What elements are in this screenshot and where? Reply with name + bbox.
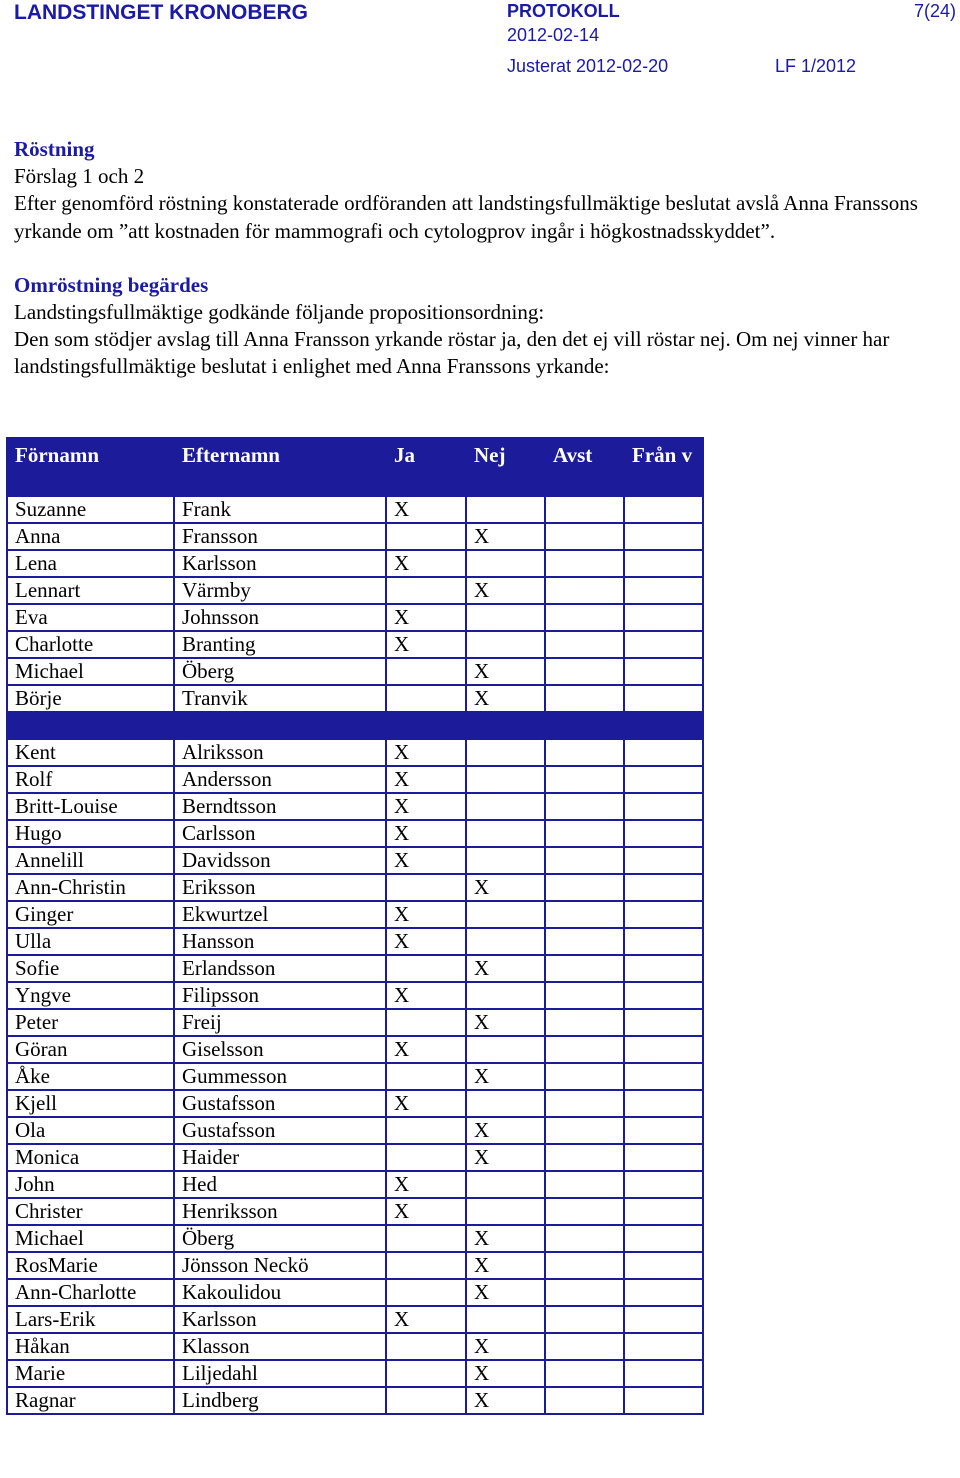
cell-last: Johnsson xyxy=(174,604,386,631)
cell-nej xyxy=(466,793,545,820)
cell-avst xyxy=(545,982,624,1009)
cell-first: Peter xyxy=(7,1009,174,1036)
cell-first: Börje xyxy=(7,685,174,712)
cell-nej xyxy=(466,1036,545,1063)
cell-first: Kent xyxy=(7,739,174,766)
cell-avst xyxy=(545,550,624,577)
cell-fran xyxy=(624,604,703,631)
section-heading-omrostning: Omröstning begärdes xyxy=(14,272,209,297)
cell-fran xyxy=(624,1225,703,1252)
table-row xyxy=(7,1144,703,1171)
table-row xyxy=(7,766,703,793)
cell-fran xyxy=(624,739,703,766)
cell-ja: X xyxy=(386,604,466,631)
cell-avst xyxy=(545,1090,624,1117)
cell-last: Carlsson xyxy=(174,820,386,847)
table-row xyxy=(7,658,703,685)
cell-nej xyxy=(466,496,545,523)
cell-nej: X xyxy=(466,874,545,901)
cell-first: Michael xyxy=(7,1225,174,1252)
cell-last: Filipsson xyxy=(174,982,386,1009)
cell-last: Hansson xyxy=(174,928,386,955)
cell-ja: X xyxy=(386,1306,466,1333)
cell-ja: X xyxy=(386,1171,466,1198)
cell-ja: X xyxy=(386,793,466,820)
cell-nej xyxy=(466,847,545,874)
page-header xyxy=(0,0,960,84)
cell-nej xyxy=(466,928,545,955)
cell-last: Karlsson xyxy=(174,1306,386,1333)
cell-first: John xyxy=(7,1171,174,1198)
col-header-first-name: Förnamn xyxy=(7,438,174,496)
cell-avst xyxy=(545,1360,624,1387)
cell-first: Eva xyxy=(7,604,174,631)
cell-nej: X xyxy=(466,685,545,712)
cell-fran xyxy=(624,820,703,847)
cell-ja: X xyxy=(386,550,466,577)
cell-ja: X xyxy=(386,847,466,874)
page-number: 7(24) xyxy=(913,1,956,21)
cell-ja: X xyxy=(386,766,466,793)
cell-avst xyxy=(545,1225,624,1252)
cell-fran xyxy=(624,1279,703,1306)
table-row xyxy=(7,1387,703,1414)
table-row xyxy=(7,1009,703,1036)
cell-first: RosMarie xyxy=(7,1252,174,1279)
cell-fran xyxy=(624,982,703,1009)
cell-ja xyxy=(386,1009,466,1036)
cell-ja xyxy=(386,523,466,550)
cell-last: Branting xyxy=(174,631,386,658)
cell-nej xyxy=(466,1198,545,1225)
cell-avst xyxy=(545,1333,624,1360)
table-row xyxy=(7,1279,703,1306)
cell-fran xyxy=(624,550,703,577)
table-row xyxy=(7,928,703,955)
cell-avst xyxy=(545,1171,624,1198)
cell-nej: X xyxy=(466,1009,545,1036)
cell-first: Lena xyxy=(7,550,174,577)
cell-first: Britt-Louise xyxy=(7,793,174,820)
cell-avst xyxy=(545,1279,624,1306)
table-row xyxy=(7,1036,703,1063)
cell-last: Öberg xyxy=(174,1225,386,1252)
cell-fran xyxy=(624,928,703,955)
cell-last: Erlandsson xyxy=(174,955,386,982)
cell-avst xyxy=(545,685,624,712)
cell-last: Kakoulidou xyxy=(174,1279,386,1306)
cell-ja: X xyxy=(386,739,466,766)
cell-nej xyxy=(466,631,545,658)
cell-nej: X xyxy=(466,1387,545,1414)
col-header-last-name: Efternamn xyxy=(174,438,386,496)
table-row xyxy=(7,523,703,550)
table-row xyxy=(7,901,703,928)
cell-last: Gustafsson xyxy=(174,1090,386,1117)
cell-last: Henriksson xyxy=(174,1198,386,1225)
cell-last: Alriksson xyxy=(174,739,386,766)
cell-fran xyxy=(624,685,703,712)
col-header-nej: Nej xyxy=(466,438,545,496)
cell-avst xyxy=(545,793,624,820)
cell-fran xyxy=(624,1252,703,1279)
cell-last: Haider xyxy=(174,1144,386,1171)
cell-first: Monica xyxy=(7,1144,174,1171)
cell-ja: X xyxy=(386,496,466,523)
cell-ja: X xyxy=(386,1198,466,1225)
table-row xyxy=(7,685,703,712)
cell-first: Sofie xyxy=(7,955,174,982)
cell-last: Davidsson xyxy=(174,847,386,874)
col-header-avst: Avst xyxy=(545,438,624,496)
cell-nej xyxy=(466,1306,545,1333)
cell-first: Kjell xyxy=(7,1090,174,1117)
cell-fran xyxy=(624,496,703,523)
cell-last: Gummesson xyxy=(174,1063,386,1090)
cell-ja: X xyxy=(386,928,466,955)
cell-nej: X xyxy=(466,1144,545,1171)
cell-first: Ginger xyxy=(7,901,174,928)
table-row xyxy=(7,1360,703,1387)
cell-fran xyxy=(624,577,703,604)
cell-avst xyxy=(545,523,624,550)
cell-nej xyxy=(466,766,545,793)
cell-first: Hugo xyxy=(7,820,174,847)
cell-nej: X xyxy=(466,1360,545,1387)
cell-last: Fransson xyxy=(174,523,386,550)
cell-first: Håkan xyxy=(7,1333,174,1360)
table-row xyxy=(7,1306,703,1333)
document-body xyxy=(14,136,944,381)
cell-ja: X xyxy=(386,631,466,658)
table-row xyxy=(7,1252,703,1279)
meeting-date: 2012-02-14 xyxy=(507,25,600,45)
cell-nej: X xyxy=(466,658,545,685)
cell-nej: X xyxy=(466,1279,545,1306)
cell-last: Gustafsson xyxy=(174,1117,386,1144)
cell-ja xyxy=(386,577,466,604)
cell-first: Lennart xyxy=(7,577,174,604)
table-row xyxy=(7,793,703,820)
cell-first: Yngve xyxy=(7,982,174,1009)
table-row xyxy=(7,496,703,523)
table-row xyxy=(7,1198,703,1225)
cell-ja: X xyxy=(386,982,466,1009)
cell-avst xyxy=(545,1009,624,1036)
table-row xyxy=(7,1090,703,1117)
cell-ja xyxy=(386,1279,466,1306)
table-row xyxy=(7,1117,703,1144)
cell-last: Eriksson xyxy=(174,874,386,901)
cell-last: Klasson xyxy=(174,1333,386,1360)
cell-avst xyxy=(545,631,624,658)
cell-fran xyxy=(624,1360,703,1387)
cell-avst xyxy=(545,766,624,793)
cell-fran xyxy=(624,1171,703,1198)
cell-avst xyxy=(545,1198,624,1225)
cell-ja: X xyxy=(386,820,466,847)
cell-avst xyxy=(545,1387,624,1414)
cell-last: Andersson xyxy=(174,766,386,793)
cell-first: Charlotte xyxy=(7,631,174,658)
cell-first: Lars-Erik xyxy=(7,1306,174,1333)
table-row xyxy=(7,847,703,874)
cell-first: Ragnar xyxy=(7,1387,174,1414)
cell-last: Berndtsson xyxy=(174,793,386,820)
table-row xyxy=(7,874,703,901)
cell-last: Liljedahl xyxy=(174,1360,386,1387)
cell-last: Frank xyxy=(174,496,386,523)
cell-first: Suzanne xyxy=(7,496,174,523)
table-row xyxy=(7,955,703,982)
cell-ja xyxy=(386,1144,466,1171)
separator-cell xyxy=(386,712,466,739)
cell-ja xyxy=(386,1225,466,1252)
cell-fran xyxy=(624,631,703,658)
cell-nej: X xyxy=(466,1225,545,1252)
cell-nej xyxy=(466,739,545,766)
section-subheading: Förslag 1 och 2 xyxy=(14,164,145,189)
cell-fran xyxy=(624,955,703,982)
cell-ja xyxy=(386,1333,466,1360)
cell-first: Marie xyxy=(7,1360,174,1387)
col-header-fran: Från v xyxy=(624,438,703,496)
cell-avst xyxy=(545,1252,624,1279)
cell-ja: X xyxy=(386,1036,466,1063)
col-header-ja: Ja xyxy=(386,438,466,496)
cell-fran xyxy=(624,1036,703,1063)
cell-last: Lindberg xyxy=(174,1387,386,1414)
table-row xyxy=(7,1333,703,1360)
vote-table-header-row xyxy=(7,438,703,496)
cell-first: Christer xyxy=(7,1198,174,1225)
table-row xyxy=(7,1171,703,1198)
cell-nej: X xyxy=(466,523,545,550)
cell-first: Rolf xyxy=(7,766,174,793)
cell-fran xyxy=(624,658,703,685)
section-heading-rostning: Röstning xyxy=(14,137,95,161)
cell-fran xyxy=(624,1063,703,1090)
cell-last: Freij xyxy=(174,1009,386,1036)
cell-avst xyxy=(545,604,624,631)
cell-avst xyxy=(545,928,624,955)
cell-fran xyxy=(624,1306,703,1333)
cell-last: Giselsson xyxy=(174,1036,386,1063)
table-row xyxy=(7,604,703,631)
table-row xyxy=(7,820,703,847)
cell-first: Annelill xyxy=(7,847,174,874)
cell-nej xyxy=(466,901,545,928)
cell-nej xyxy=(466,1090,545,1117)
cell-ja xyxy=(386,1387,466,1414)
cell-ja: X xyxy=(386,1090,466,1117)
document-type: PROTOKOLL xyxy=(507,1,620,21)
cell-fran xyxy=(624,793,703,820)
cell-nej xyxy=(466,604,545,631)
cell-nej xyxy=(466,550,545,577)
approval-date: Justerat 2012-02-20 xyxy=(507,56,669,76)
cell-avst xyxy=(545,1036,624,1063)
proposition-paragraph: Den som stödjer avslag till Anna Fransson yrkande röstar ja, den det ej vill röstar nej. Om nej vinner har landstingsfullmäktige beslutat i enlighet med Anna Franssons yrkande: xyxy=(14,327,890,379)
cell-last: Karlsson xyxy=(174,550,386,577)
separator-cell xyxy=(174,712,386,739)
cell-ja xyxy=(386,1117,466,1144)
cell-avst xyxy=(545,874,624,901)
separator-cell xyxy=(545,712,624,739)
cell-first: Ann-Charlotte xyxy=(7,1279,174,1306)
section-paragraph: Efter genomförd röstning konstaterade ordföranden att landstingsfullmäktige beslutat avslå Anna Franssons yrkande om ”att kostnaden för mammografi och cytologprov ingår i högkostnadsskyddet”. xyxy=(14,191,918,243)
cell-avst xyxy=(545,739,624,766)
table-row xyxy=(7,1225,703,1252)
table-row xyxy=(7,631,703,658)
cell-ja xyxy=(386,658,466,685)
separator-cell xyxy=(7,712,174,739)
cell-fran xyxy=(624,1333,703,1360)
cell-avst xyxy=(545,1306,624,1333)
cell-nej: X xyxy=(466,955,545,982)
cell-fran xyxy=(624,901,703,928)
cell-first: Ulla xyxy=(7,928,174,955)
cell-fran xyxy=(624,1144,703,1171)
separator-cell xyxy=(466,712,545,739)
cell-last: Värmby xyxy=(174,577,386,604)
table-row xyxy=(7,577,703,604)
cell-fran xyxy=(624,1117,703,1144)
cell-fran xyxy=(624,1198,703,1225)
cell-avst xyxy=(545,1117,624,1144)
cell-nej xyxy=(466,982,545,1009)
cell-fran xyxy=(624,523,703,550)
table-row xyxy=(7,982,703,1009)
cell-last: Hed xyxy=(174,1171,386,1198)
cell-ja xyxy=(386,874,466,901)
cell-nej xyxy=(466,1171,545,1198)
cell-fran xyxy=(624,766,703,793)
cell-fran xyxy=(624,847,703,874)
cell-first: Michael xyxy=(7,658,174,685)
cell-last: Ekwurtzel xyxy=(174,901,386,928)
cell-first: Göran xyxy=(7,1036,174,1063)
organization-name: LANDSTINGET KRONOBERG xyxy=(14,1,308,24)
cell-avst xyxy=(545,658,624,685)
cell-ja xyxy=(386,1252,466,1279)
cell-ja xyxy=(386,1063,466,1090)
cell-nej: X xyxy=(466,1117,545,1144)
cell-nej: X xyxy=(466,1063,545,1090)
document-reference: LF 1/2012 xyxy=(775,56,857,76)
cell-nej xyxy=(466,820,545,847)
table-row xyxy=(7,739,703,766)
cell-ja xyxy=(386,955,466,982)
cell-avst xyxy=(545,955,624,982)
cell-nej: X xyxy=(466,1252,545,1279)
proposition-line: Landstingsfullmäktige godkände följande propositionsordning: xyxy=(14,300,545,325)
cell-avst xyxy=(545,577,624,604)
table-row xyxy=(7,1063,703,1090)
cell-avst xyxy=(545,847,624,874)
cell-ja: X xyxy=(386,901,466,928)
cell-avst xyxy=(545,496,624,523)
group-separator-row xyxy=(7,712,703,739)
cell-fran xyxy=(624,1009,703,1036)
cell-first: Åke xyxy=(7,1063,174,1090)
cell-avst xyxy=(545,820,624,847)
vote-table xyxy=(6,437,704,1415)
cell-avst xyxy=(545,1063,624,1090)
cell-last: Tranvik xyxy=(174,685,386,712)
cell-nej: X xyxy=(466,1333,545,1360)
cell-ja xyxy=(386,685,466,712)
cell-avst xyxy=(545,1144,624,1171)
cell-last: Jönsson Neckö xyxy=(174,1252,386,1279)
cell-avst xyxy=(545,901,624,928)
cell-last: Öberg xyxy=(174,658,386,685)
cell-fran xyxy=(624,874,703,901)
cell-first: Ann-Christin xyxy=(7,874,174,901)
cell-first: Anna xyxy=(7,523,174,550)
cell-ja xyxy=(386,1360,466,1387)
cell-fran xyxy=(624,1090,703,1117)
separator-cell xyxy=(624,712,703,739)
cell-nej: X xyxy=(466,577,545,604)
table-row xyxy=(7,550,703,577)
cell-fran xyxy=(624,1387,703,1414)
cell-first: Ola xyxy=(7,1117,174,1144)
